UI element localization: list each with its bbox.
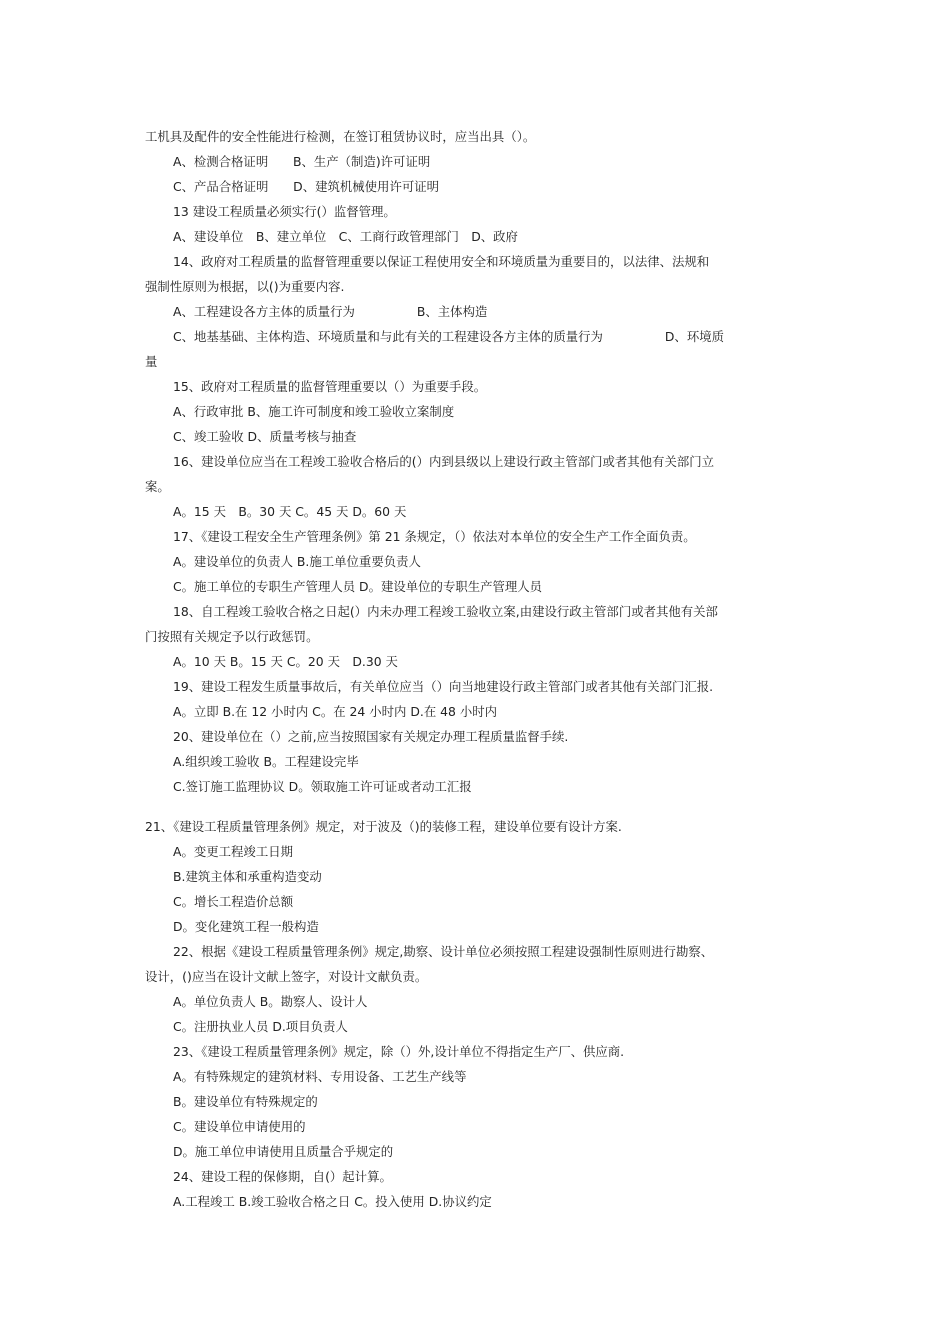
text-line: C。注册执业人员 D.项目负责人 xyxy=(173,1019,348,1034)
text-line: A。有特殊规定的建筑材料、专用设备、工艺生产线等 xyxy=(173,1069,467,1084)
text-line: 23、《建设工程质量管理条例》规定，除（）外,设计单位不得指定生产厂、供应商. xyxy=(173,1044,625,1059)
text-line: A。10 天 B。15 天 C。20 天 D.30 天 xyxy=(173,654,398,669)
text-line: A。立即 B.在 12 小时内 C。在 24 小时内 D.在 48 小时内 xyxy=(173,704,498,719)
text-block-2 xyxy=(145,814,807,1214)
text-line: A.组织竣工验收 B。工程建设完毕 xyxy=(173,754,359,769)
text-line: 14、政府对工程质量的监督管理重要以保证工程使用安全和环境质量为重要目的，以法律、法规和 xyxy=(173,254,710,269)
text-line: A。建设单位的负责人 B.施工单位重要负责人 xyxy=(173,554,421,569)
text-line: C。增长工程造价总额 xyxy=(173,894,294,909)
text-line: 19、建设工程发生质量事故后，有关单位应当（）向当地建设行政主管部门或者其他有关部门汇报. xyxy=(173,679,714,694)
text-line: 量 xyxy=(145,354,158,369)
text-line: A、检测合格证明 B、生产（制造)许可证明 xyxy=(173,154,431,169)
text-line: A.工程竣工 B.竣工验收合格之日 C。投入使用 D.协议约定 xyxy=(173,1194,492,1209)
text-line: D。变化建筑工程一般构造 xyxy=(173,919,319,934)
text-line: A。单位负责人 B。勘察人、设计人 xyxy=(173,994,368,1009)
text-line: 21、《建设工程质量管理条例》规定，对于波及（)的装修工程，建设单位要有设计方案. xyxy=(145,819,622,834)
text-line: C、地基基础、主体构造、环境质量和与此有关的工程建设各方主体的质量行为 D、环境质 xyxy=(173,329,724,344)
text-line: A。变更工程竣工日期 xyxy=(173,844,293,859)
text-line: 15、政府对工程质量的监督管理重要以（）为重要手段。 xyxy=(173,379,487,394)
text-line: 22、根据《建设工程质量管理条例》规定,勘察、设计单位必须按照工程建设强制性原则进行勘察、 xyxy=(173,944,714,959)
text-line: 门按照有关规定予以行政惩罚。 xyxy=(145,629,319,644)
document-page xyxy=(145,124,807,1214)
text-line: 18、自工程竣工验收合格之日起(）内未办理工程竣工验收立案,由建设行政主管部门或者其他有关部 xyxy=(173,604,718,619)
text-line: 13 建设工程质量必须实行(）监督管理。 xyxy=(173,204,396,219)
text-line: 设计，()应当在设计文献上签字，对设计文献负责。 xyxy=(145,969,428,984)
text-line: 工机具及配件的安全性能进行检测，在签订租赁协议时，应当出具（）。 xyxy=(145,129,536,144)
text-line: 20、建设单位在（）之前,应当按照国家有关规定办理工程质量监督手续. xyxy=(173,729,569,744)
text-line: C.签订施工监理协议 D。领取施工许可证或者动工汇报 xyxy=(173,779,472,794)
text-line: A。15 天 B。30 天 C。45 天 D。60 天 xyxy=(173,504,407,519)
text-line: C、产品合格证明 D、建筑机械使用许可证明 xyxy=(173,179,440,194)
text-line: A、行政审批 B、施工许可制度和竣工验收立案制度 xyxy=(173,404,455,419)
text-line: C、竣工验收 D、质量考核与抽查 xyxy=(173,429,357,444)
text-line: B。建设单位有特殊规定的 xyxy=(173,1094,318,1109)
text-line: C。建设单位申请使用的 xyxy=(173,1119,306,1134)
text-line: B.建筑主体和承重构造变动 xyxy=(173,869,322,884)
text-line: 16、建设单位应当在工程竣工验收合格后的(）内到县级以上建设行政主管部门或者其他有关部门立 xyxy=(173,454,715,469)
text-block-1 xyxy=(145,124,807,799)
text-line: 强制性原则为根据，以()为重要内容. xyxy=(145,279,345,294)
text-line: A、工程建设各方主体的质量行为 B、主体构造 xyxy=(173,304,488,319)
text-line: 24、建设工程的保修期，自(）起计算。 xyxy=(173,1169,392,1184)
text-line: D。施工单位申请使用且质量合乎规定的 xyxy=(173,1144,394,1159)
text-line: A、建设单位 B、建立单位 C、工商行政管理部门 D、政府 xyxy=(173,229,518,244)
text-line: 案。 xyxy=(145,479,170,494)
text-line: 17、《建设工程安全生产管理条例》第 21 条规定，（）依法对本单位的安全生产工作全面负责。 xyxy=(173,529,696,544)
text-line: C。施工单位的专职生产管理人员 D。建设单位的专职生产管理人员 xyxy=(173,579,543,594)
paragraph-gap xyxy=(145,799,807,814)
